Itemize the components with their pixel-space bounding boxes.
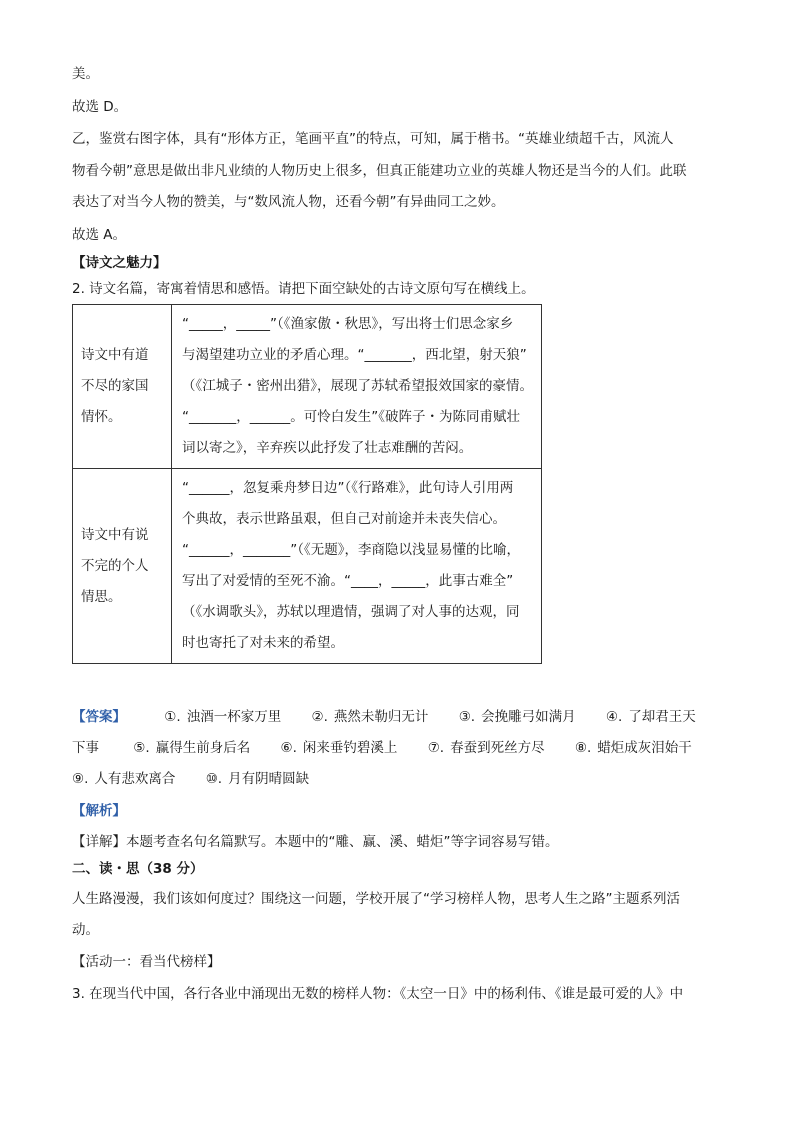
poem-table	[72, 304, 542, 664]
answer-label: 【答案】	[72, 709, 126, 725]
category-cell: 诗文中有道 不尽的家国 情怀。	[73, 305, 172, 469]
text-line: 表达了对当今人物的赞美，与“数风流人物，还看今朝”有异曲同工之妙。	[72, 194, 505, 210]
question-text: 3. 在现当代中国，各行各业中涌现出无数的榜样人物：《太空一日》中的杨利伟、《谁是最可爱的人》中	[72, 986, 684, 1002]
text-line: 美。	[72, 66, 99, 82]
section-heading: 【诗文之魅力】	[72, 255, 167, 271]
content-cell: “_____，_____”（《渔家傲・秋思》，写出将士们思念家乡 与渴望建功立业的矛盾心理。“_______，西北望，射天狼” （《江城子・密州出猎》，展现了苏轼希望报效国家的豪情。 “_______，______。可怜白发生”《破阵子・为陈同甫赋壮 词以寄之》，辛弃疾以此抒发了壮志难酬的苦闷。	[172, 305, 542, 469]
answer-item: ③. 会挽雕弓如满月	[458, 709, 576, 725]
answer-row-3	[72, 769, 335, 789]
answer-item: ⑤. 赢得生前身后名	[133, 740, 251, 756]
text-line: 人生路漫漫，我们该如何度过？围绕这一问题，学校开展了“学习榜样人物，思考人生之路”主题系列活	[72, 891, 680, 907]
answer-item: ⑨. 人有悲欢离合	[72, 771, 176, 787]
text-line: 故选 D。	[72, 99, 128, 115]
question-text: 2. 诗文名篇，寄寓着情思和感悟。请把下面空缺处的古诗文原句写在横线上。	[72, 281, 535, 297]
answer-continuation: 下事	[72, 740, 99, 756]
answer-item: ②. 燕然未勒归无计	[311, 709, 429, 725]
text-line: 动。	[72, 922, 99, 938]
content-cell: “______，忽复乘舟梦日边”（《行路难》，此句诗人引用两 个典故，表示世路虽艰，但自己对前途并未丧失信心。 “______，_______”（《无题》，李商隐以浅显易懂的比喻， 写出了对爱情的至死不渝。“____，_____，此事古难全” （《水调歌头》，苏轼以理遣情，强调了对人事的达观，同 时也寄托了对未来的希望。	[172, 469, 542, 664]
answer-item: ⑦. 春蚕到死丝方尽	[427, 740, 545, 756]
answer-item: ⑧. 蜡炬成灰泪始干	[574, 740, 692, 756]
text-line: 故选 A。	[72, 227, 127, 243]
analysis-detail: 【详解】本题考查名句名篇默写。本题中的“雕、赢、溪、蜡炬”等字词容易写错。	[72, 834, 559, 850]
answer-item: ①. 浊酒一杯家万里	[164, 709, 282, 725]
section-heading: 二、读・思（38 分）	[72, 861, 204, 877]
table-row	[73, 305, 542, 469]
text-line: 乙，鉴赏右图字体，具有“形体方正，笔画平直”的特点，可知，属于楷书。“英雄业绩超千古，风流人	[72, 131, 674, 147]
text-line: 物看今朝”意思是做出非凡业绩的人物历史上很多，但真正能建功立业的英雄人物还是当今的人们。此联	[72, 163, 687, 179]
answer-row-1	[72, 707, 696, 727]
table-row	[73, 469, 542, 664]
answer-item: ⑩. 月有阴晴圆缺	[205, 771, 310, 787]
category-cell: 诗文中有说 不完的个人 情思。	[73, 469, 172, 664]
answer-item: ⑥. 闲来垂钓碧溪上	[280, 740, 398, 756]
answer-item: ④. 了却君王天	[605, 709, 696, 725]
analysis-label: 【解析】	[72, 803, 126, 819]
answer-row-2	[72, 738, 692, 758]
activity-heading: 【活动一：看当代榜样】	[72, 954, 221, 970]
